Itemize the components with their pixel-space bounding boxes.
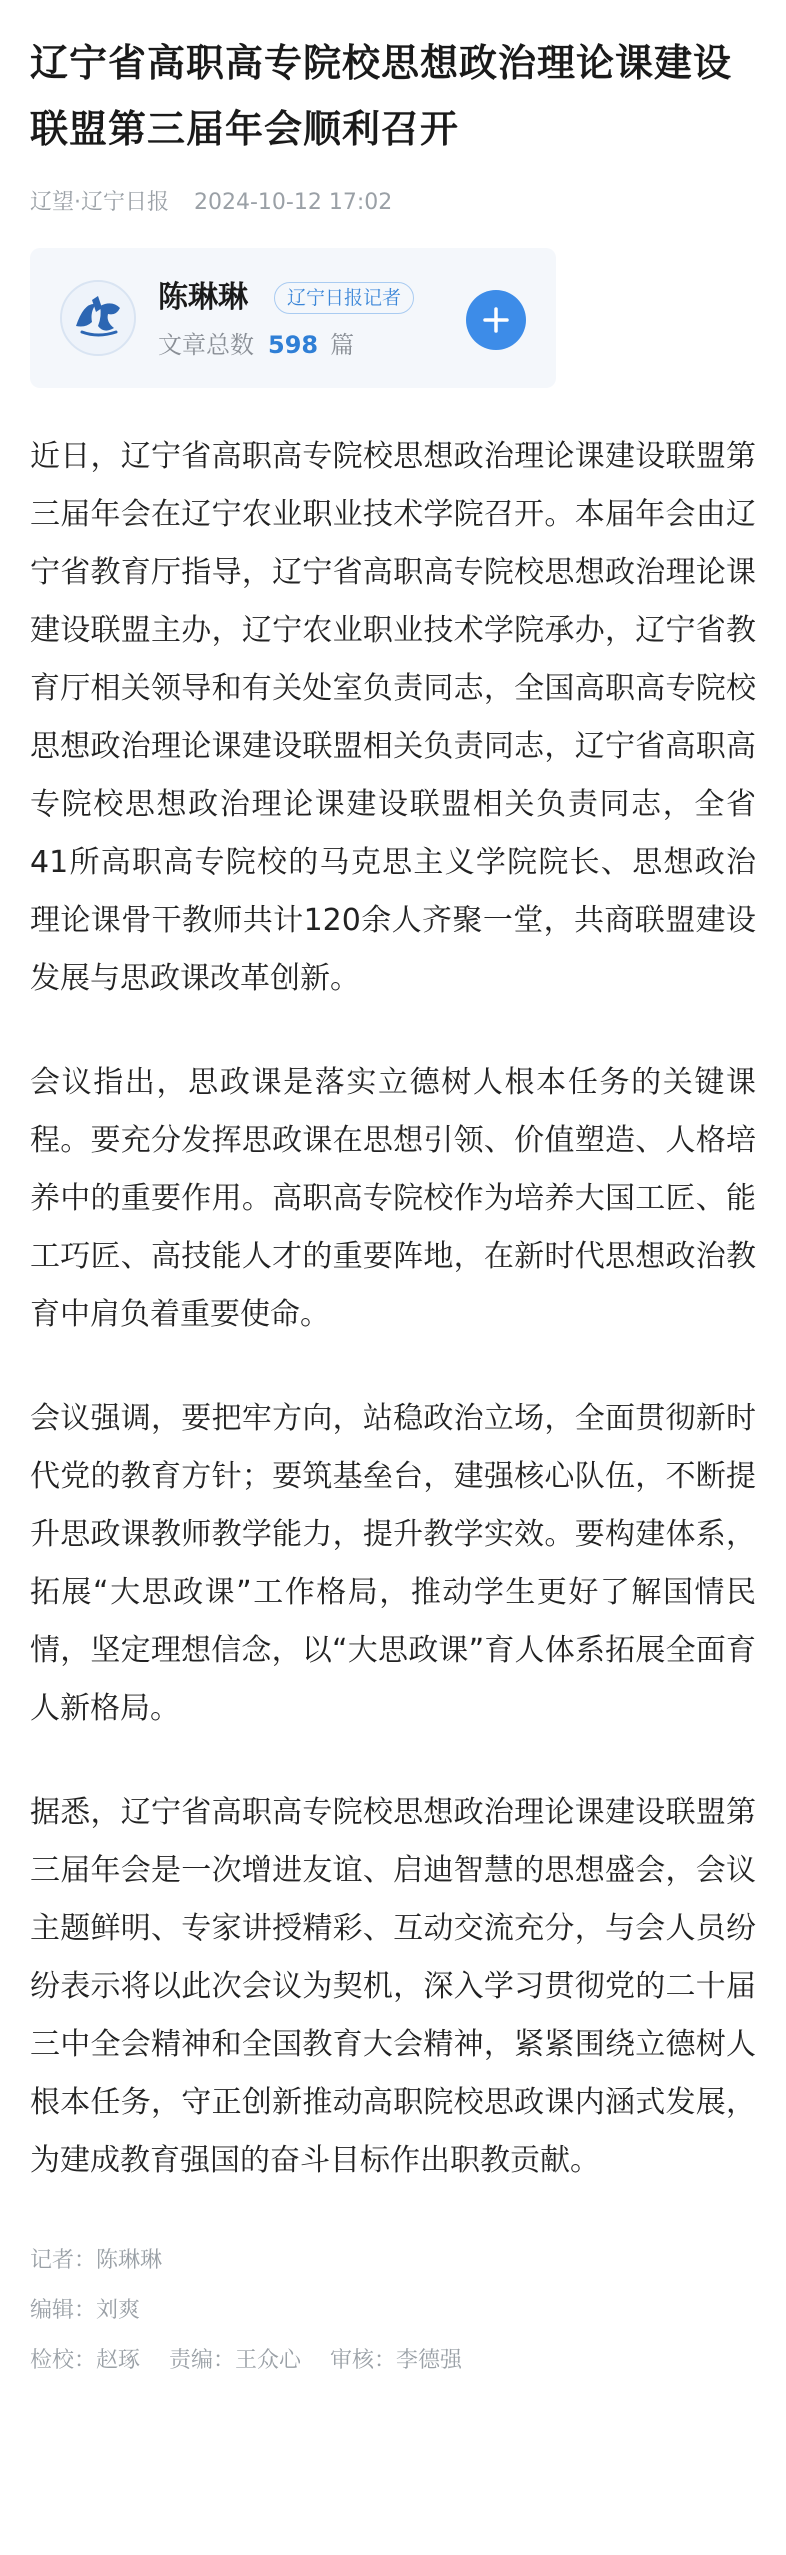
credit-review-row	[30, 2336, 756, 2386]
article-source[interactable]: 辽望·辽宁日报	[30, 190, 169, 215]
author-card[interactable]	[30, 248, 556, 388]
article-paragraph: 近日，辽宁省高职高专院校思想政治理论课建设联盟第三届年会在辽宁农业职业技术学院召开。本届年会由辽宁省教育厅指导，辽宁省高职高专院校思想政治理论课建设联盟主办，辽宁农业职业技术学院承办，辽宁省教育厅相关领导和有关处室负责同志，全国高职高专院校思想政治理论课建设联盟相关负责同志，辽宁省高职高专院校思想政治理论课建设联盟相关负责同志，全省41所高职高专院校的马克思主义学院院长、思想政治理论课骨干教师共计120余人齐聚一堂，共商联盟建设发展与思政课改革创新。	[30, 439, 756, 996]
article-paragraph: 据悉，辽宁省高职高专院校思想政治理论课建设联盟第三届年会是一次增进友谊、启迪智慧的思想盛会，会议主题鲜明、专家讲授精彩、互动交流充分，与会人员纷纷表示将以此次会议为契机，深入学习贯彻党的二十届三中全会精神和全国教育大会精神，紧紧围绕立德树人根本任务，守正创新推动高职院校思政课内涵式发展，为建成教育强国的奋斗目标作出职教贡献。	[30, 1795, 756, 2178]
article-meta	[30, 188, 756, 218]
article-paragraph: 会议指出，思政课是落实立德树人根本任务的关键课程。要充分发挥思政课在思想引领、价值塑造、人格培养中的重要作用。高职高专院校作为培养大国工匠、能工巧匠、高技能人才的重要阵地，在新时代思想政治教育中肩负着重要使命。	[30, 1065, 756, 1332]
stats-label: 文章总数	[158, 331, 254, 359]
article-credits	[30, 2236, 756, 2386]
author-role-badge: 辽宁日报记者	[274, 282, 414, 314]
follow-author-button[interactable]	[466, 290, 526, 350]
liaowang-logo-icon	[62, 282, 134, 354]
article-paragraph: 会议强调，要把牢方向，站稳政治立场，全面贯彻新时代党的教育方针；要筑基垒台，建强核心队伍，不断提升思政课教师教学能力，提升教学实效。要构建体系，拓展“大思政课”工作格局，推动学生更好了解国情民情，坚定理想信念，以“大思政课”育人体系拓展全面育人新格局。	[30, 1401, 756, 1726]
author-name[interactable]: 陈琳琳	[158, 280, 248, 315]
stats-count: 598	[268, 331, 319, 359]
credit-reviewer: 审核：李德强	[330, 2348, 463, 2373]
article-datetime: 2024-10-12 17:02	[194, 190, 393, 215]
credit-proofreader: 检校：赵琢	[30, 2348, 141, 2373]
credit-editor: 编辑：刘爽	[30, 2298, 141, 2323]
stats-unit: 篇	[330, 331, 355, 359]
author-avatar[interactable]	[60, 280, 136, 356]
author-stats	[158, 328, 354, 362]
article-body	[30, 428, 756, 2190]
credit-responsible-editor: 责编：王众心	[169, 2348, 302, 2373]
article-title: 辽宁省高职高专院校思想政治理论课建设联盟第三届年会顺利召开	[30, 41, 733, 151]
plus-icon	[466, 290, 526, 350]
credit-reporter: 记者：陈琳琳	[30, 2248, 163, 2273]
